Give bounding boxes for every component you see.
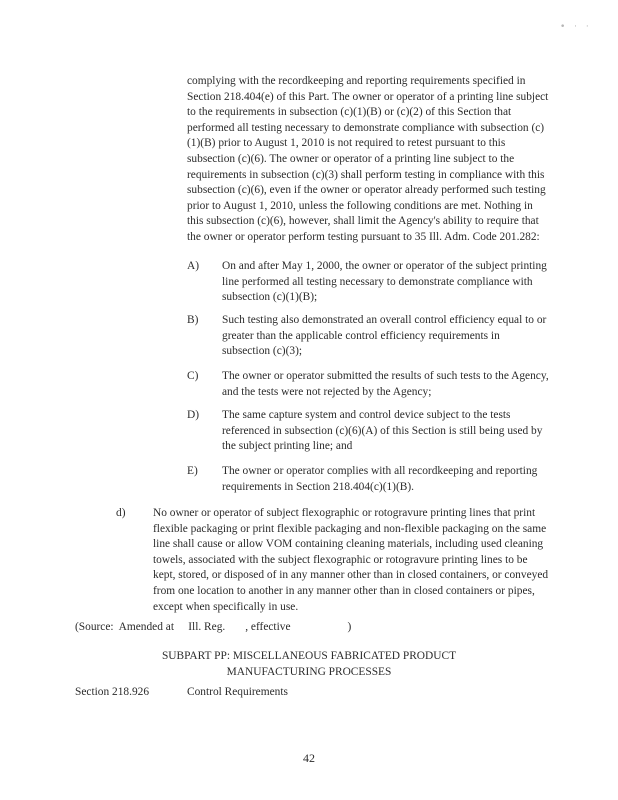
list-item-text: The owner or operator submitted the results of such tests to the Agency, and the tests were not rejected by the Agency; <box>222 370 549 398</box>
intro-paragraph: complying with the recordkeeping and reporting requirements specified in Section 218.404(e) of this Part. The owner or operator of a printing line subject to the requirements in subsection (c)(1)(B) or (c)(2) of this Section that performed all testing necessary to demonstrate compliance with subsection (c)(1)(B) prior to August 1, 2010 is not required to retest pursuant to this subsection (c)(6). The owner or operator of a printing line subject to the requirements in subsection (c)(3) shall perform testing in compliance with this subsection (c)(6), even if the owner or operator already performed such testing prior to August 1, 2010, unless the following conditions are met. Nothing in this subsection (c)(6), however, shall limit the Agency's ability to require that the owner or operator perform testing pursuant to 35 Ill. Adm. Code 201.282: <box>187 75 549 243</box>
list-item-text: On and after May 1, 2000, the owner or operator of the subject printing line performed all testing necessary to demonstrate compliance with subsection (c)(1)(B); <box>222 260 547 304</box>
list-item-label: B) <box>187 314 199 326</box>
section-number: Section 218.926 <box>75 686 150 698</box>
list-item-e <box>187 464 549 495</box>
subsection-d <box>116 506 549 615</box>
section-heading <box>75 686 288 698</box>
list-item-text: Such testing also demonstrated an overall control efficiency equal to or greater than the applicable control efficiency requirements in subsection (c)(3); <box>222 314 547 358</box>
page-number: 42 <box>303 751 315 765</box>
list-item-label: C) <box>187 370 199 382</box>
list-item-d <box>187 408 549 455</box>
subsection-label: d) <box>116 507 126 519</box>
list-item-label: A) <box>187 260 200 272</box>
list-item-text: The owner or operator complies with all recordkeeping and reporting requirements in Section 218.404(c)(1)(B). <box>222 465 538 493</box>
scan-mark: • · · <box>560 22 592 32</box>
list-item-a <box>187 259 549 306</box>
subpart-heading-line1: SUBPART PP: MISCELLANEOUS FABRICATED PRODUCT <box>161 650 457 662</box>
subsection-text: No owner or operator of subject flexographic or rotogravure printing lines that print flexible packaging or print flexible packaging and non-flexible packaging on the same line shall cause or allow VOM containing cleaning materials, including used cleaning towels, associated with the subject flexographic or rotogravure printing lines to be kept, stored, or disposed of in any manner other than in closed containers, or conveyed from one location to another in any manner other than in closed containers or pipes, except when specifically in use. <box>153 507 549 613</box>
list-item-text: The same capture system and control device subject to the tests referenced in subsection (c)(6)(A) of this Section is still being used by the subject printing line; and <box>222 409 543 453</box>
list-item-c <box>187 369 549 400</box>
subpart-heading <box>75 648 543 680</box>
list-item-label: E) <box>187 465 198 477</box>
source-note: (Source: Amended at Ill. Reg. , effective ) <box>75 621 352 633</box>
list-item-b <box>187 313 549 360</box>
section-title: Control Requirements <box>187 686 288 698</box>
subpart-heading-line2: MANUFACTURING PROCESSES <box>226 666 392 678</box>
list-item-label: D) <box>187 409 200 421</box>
